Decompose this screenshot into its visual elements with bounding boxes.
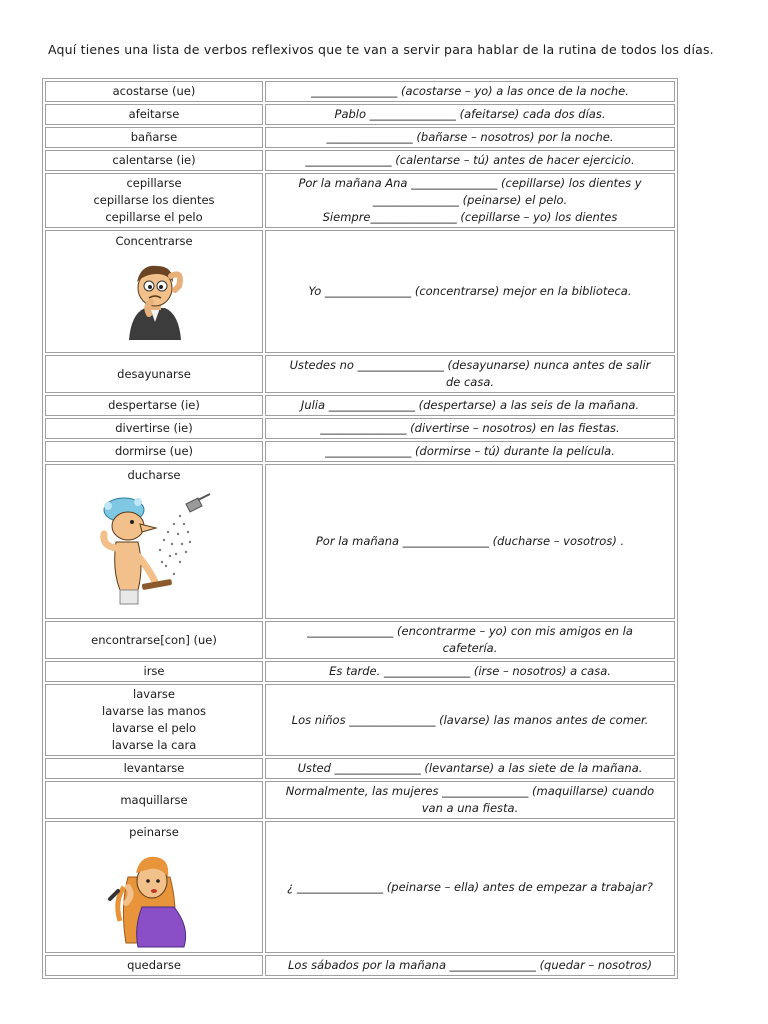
sentence-cell [265,758,675,779]
sentence-text: Normalmente, las mujeres _______________ (maquillarse) cuando [285,784,655,798]
verb-cell [45,661,263,682]
verb-label: lavarse el pelo [111,721,197,735]
verb-table [42,78,678,979]
sentence-cell [265,355,675,393]
verb-label: cepillarse los dientes [93,193,215,207]
sentence-text: _______________ (peinarse) el pelo. [372,193,568,207]
sentence-cell [265,395,675,416]
verb-label: maquillarse [120,792,188,807]
sentence-text: Pablo _______________ (afeitarse) cada dos días. [334,107,606,121]
sentence-cell [265,661,675,682]
table-row [45,230,675,353]
verb-label: quedarse [127,958,181,972]
sentence-text: Por la mañana _______________ (ducharse – vosotros) . [315,534,625,548]
table-row [45,684,675,756]
intro-text: Aquí tienes una lista de verbos reflexivos que te van a servir para hablar de la rutina de todos los días. [48,42,714,57]
verb-label: despertarse (ie) [108,398,200,412]
table-row [45,355,675,393]
sentence-cell [265,955,675,976]
verb-label: dormirse (ue) [114,444,194,458]
shower-man-icon [94,490,214,608]
thinking-man-icon [119,256,189,342]
verb-label: encontrarse[con] (ue) [91,632,217,647]
sentence-text: Usted _______________ (levantarse) a las siete de la mañana. [297,761,643,775]
verb-label: ducharse [127,468,181,482]
table-row [45,441,675,462]
sentence-cell [265,441,675,462]
verb-cell [45,758,263,779]
verb-cell [45,150,263,171]
sentence-text: Por la mañana Ana _______________ (cepillarse) los dientes y [298,176,642,190]
verb-label: acostarse (ue) [112,84,196,98]
verb-cell [45,955,263,976]
sentence-text: Siempre_______________ (cepillarse – yo) los dientes [322,210,618,224]
sentence-text: Ustedes no _______________ (desayunarse) nunca antes de salir [289,358,651,372]
verb-label: levantarse [123,761,185,775]
table-row [45,955,675,976]
sentence-cell [265,81,675,102]
table-row [45,173,675,228]
table-row [45,821,675,953]
verb-label: Concentrarse [115,234,193,248]
sentence-text: _______________ (acostarse – yo) a las once de la noche. [311,84,629,98]
sentence-text: van a una fiesta. [421,801,519,815]
verb-label: lavarse la cara [111,738,197,752]
verb-label: desayunarse [117,366,191,381]
table-row [45,104,675,125]
table-row [45,464,675,619]
sentence-text: Julia _______________ (despertarse) a las seis de la mañana. [300,398,640,412]
combing-woman-icon [104,847,204,949]
table-row [45,395,675,416]
table-row [45,661,675,682]
verb-cell [45,395,263,416]
sentence-cell [265,464,675,619]
sentence-cell [265,621,675,659]
sentence-text: de casa. [445,375,495,389]
sentence-cell [265,104,675,125]
sentence-cell [265,781,675,819]
sentence-text: ¿ _______________ (peinarse – ella) antes de empezar a trabajar? [287,879,653,894]
verb-label: cepillarse el pelo [105,210,203,224]
sentence-cell [265,127,675,148]
sentence-text: cafetería. [442,641,498,655]
sentence-text: _______________ (encontrarme – yo) con mis amigos en la [307,624,633,638]
sentence-cell [265,173,675,228]
verb-label: afeitarse [128,107,180,121]
table-row [45,81,675,102]
verb-cell [45,173,263,228]
verb-cell [45,621,263,659]
verb-cell [45,821,263,953]
verb-label: lavarse las manos [102,704,206,718]
sentence-cell [265,230,675,353]
sentence-text: _______________ (calentarse – tú) antes de hacer ejercicio. [305,153,635,167]
verb-cell [45,104,263,125]
verb-label: lavarse [133,687,175,701]
verb-cell [45,127,263,148]
sentence-text: _______________ (dormirse – tú) durante la película. [325,444,615,458]
verb-label: calentarse (ie) [112,153,196,167]
sentence-cell [265,418,675,439]
verb-cell [45,781,263,819]
sentence-text: _______________ (bañarse – nosotros) por la noche. [326,130,614,144]
verb-label: peinarse [129,825,179,839]
verb-label: cepillarse [126,176,182,190]
verb-label: irse [143,664,165,678]
table-row [45,781,675,819]
verb-cell [45,418,263,439]
verb-label: divertirse (ie) [115,421,193,435]
sentence-text: _______________ (divertirse – nosotros) en las fiestas. [320,421,620,435]
verb-cell [45,230,263,353]
sentence-cell [265,150,675,171]
verb-cell [45,464,263,619]
sentence-text: Los niños _______________ (lavarse) las manos antes de comer. [291,712,649,727]
verb-cell [45,684,263,756]
sentence-text: Los sábados por la mañana _______________ (quedar – nosotros) [288,958,652,972]
verb-cell [45,441,263,462]
sentence-text: Es tarde. _______________ (irse – nosotros) a casa. [329,664,611,678]
table-row [45,127,675,148]
verb-cell [45,355,263,393]
sentence-cell [265,821,675,953]
verb-cell [45,81,263,102]
table-row [45,758,675,779]
sentence-cell [265,684,675,756]
table-row [45,621,675,659]
table-row [45,150,675,171]
sentence-text: Yo _______________ (concentrarse) mejor en la biblioteca. [308,284,632,298]
verb-label: bañarse [130,130,178,144]
table-row [45,418,675,439]
